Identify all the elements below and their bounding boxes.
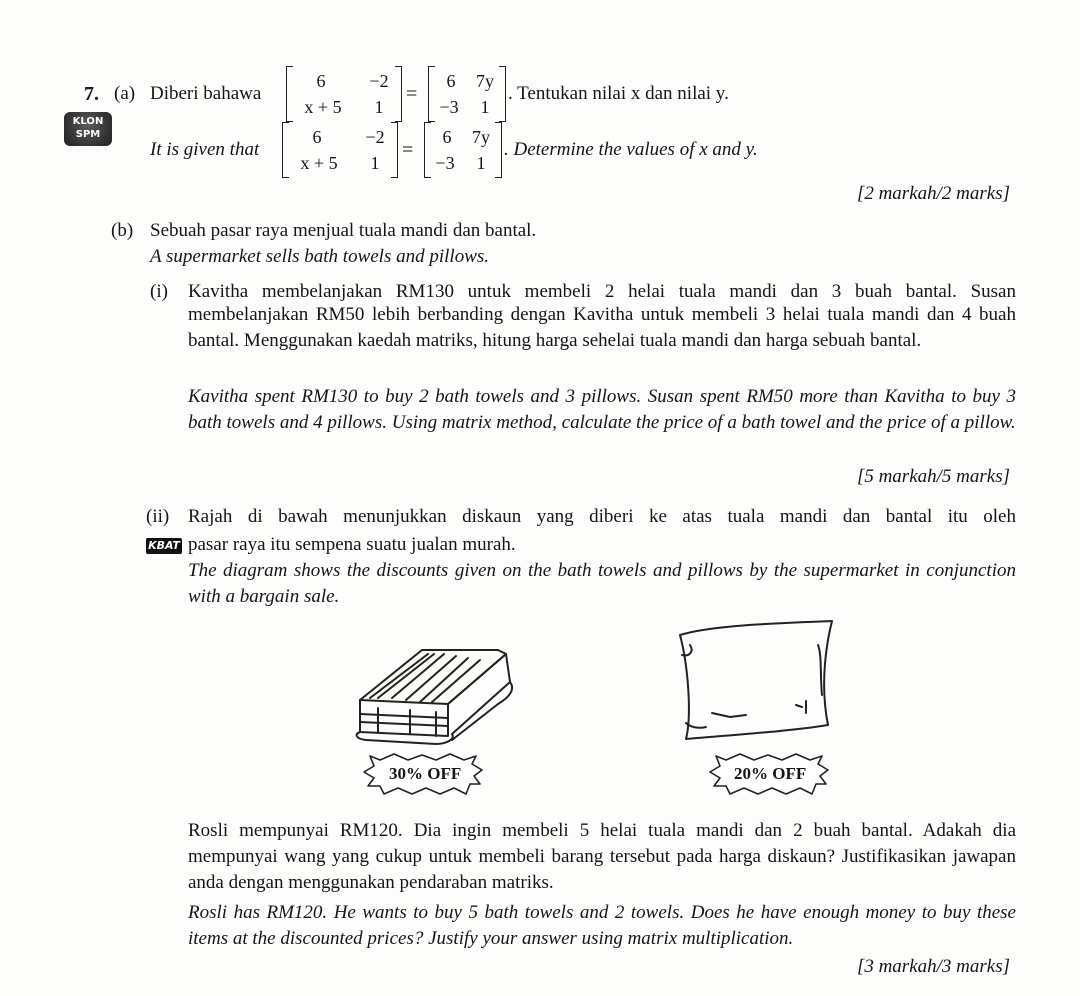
part-bii-question-en: Rosli has RM120. He wants to buy 5 bath towels and 2 towels. Does he have enough money to buy these items at the discounted prices? Justify your answer using matrix multiplication. — [188, 902, 1016, 949]
matrix-cell: −3 — [439, 97, 459, 117]
matrix-right-en — [424, 122, 502, 178]
part-bi-text-ms-line1: Kavitha membelanjakan RM130 untuk membeli 2 helai tuala mandi dan 3 buah bantal. Susan — [188, 281, 1016, 302]
part-bii-label: (ii) — [146, 506, 170, 527]
part-bii-text-ms-line1: Rajah di bawah menunjukkan diskaun yang diberi ke atas tuala mandi dan bantal itu oleh — [188, 506, 1016, 527]
part-bii-text-en: The diagram shows the discounts given on the bath towels and pillows by the supermarket in conjunction with a bargain sale. — [188, 560, 1016, 607]
matrix-cell: x + 5 — [304, 97, 342, 117]
part-bii-marks: [3 markah/3 marks] — [856, 956, 1010, 977]
matrix-cell: 6 — [446, 71, 456, 91]
matrix-cell: 1 — [374, 97, 384, 117]
matrix-cell: 7y — [476, 71, 494, 91]
part-b-intro-en: A supermarket sells bath towels and pillows. — [150, 246, 490, 267]
matrix-cell: 6 — [312, 127, 322, 147]
matrix-cell: −3 — [435, 153, 455, 173]
matrix-cell: 1 — [370, 153, 380, 173]
matrix-left-ms — [286, 66, 402, 122]
part-b-label: (b) — [111, 220, 134, 241]
pillow-icon — [672, 615, 850, 750]
part-bii-question-ms: Rosli mempunyai RM120. Dia ingin membeli 5 helai tuala mandi dan 2 buah bantal. Adakah dia mempunyai wang yang cukup untuk membeli barang tersebut pada harga diskaun? Justifikasikan jawapan anda dengan menggunakan pendaraban matriks. — [188, 820, 1016, 893]
part-a-text-ms-suffix: . Tentukan nilai x dan nilai y. — [508, 83, 729, 104]
towel-discount-label: 30% OFF — [389, 764, 462, 783]
matrix-cell: −2 — [365, 127, 385, 147]
towel-icon — [348, 640, 528, 750]
part-a-text-ms: Diberi bahawa — [150, 83, 262, 104]
matrix-cell: 1 — [476, 153, 486, 173]
part-bi-marks: [5 markah/5 marks] — [856, 466, 1010, 487]
part-bi-label: (i) — [150, 281, 168, 302]
part-b-intro-ms: Sebuah pasar raya menjual tuala mandi dan bantal. — [150, 220, 537, 241]
matrix-cell: 6 — [442, 127, 452, 147]
matrix-right-ms — [428, 66, 506, 122]
part-a-text-en: It is given that — [150, 139, 260, 160]
klon-spm-badge: KLON SPM — [64, 112, 112, 146]
matrix-cell: 7y — [472, 127, 490, 147]
part-bi-text-en: Kavitha spent RM130 to buy 2 bath towels and 3 pillows. Susan spent RM50 more than Kavitha to buy 3 bath towels and 4 pillows. Using matrix method, calculate the price of a bath towel and the price of a pillow. — [188, 386, 1016, 433]
part-a-marks: [2 markah/2 marks] — [856, 183, 1010, 204]
part-bii-text-ms-line2: pasar raya itu sempena suatu jualan murah. — [188, 534, 516, 555]
pillow-discount-label: 20% OFF — [734, 764, 807, 783]
matrix-cell: 6 — [316, 71, 326, 91]
part-a-text-en-suffix: . Determine the values of x and y. — [504, 139, 758, 160]
equals-sign: = — [402, 139, 414, 161]
matrix-cell: x + 5 — [300, 153, 338, 173]
question-number: 7. — [84, 83, 99, 105]
matrix-cell: 1 — [480, 97, 490, 117]
matrix-left-en — [282, 122, 398, 178]
matrix-cell: −2 — [369, 71, 389, 91]
part-bi-text-ms: membelanjakan RM50 lebih berbanding dengan Kavitha untuk membeli 3 helai tuala mandi dan 4 buah bantal. Menggunakan kaedah matriks, hitung harga sehelai tuala mandi dan harga sebuah bantal. — [188, 304, 1016, 351]
equals-sign: = — [406, 83, 418, 105]
kbat-badge: KBAT — [146, 538, 182, 554]
part-a-label: (a) — [114, 83, 136, 104]
